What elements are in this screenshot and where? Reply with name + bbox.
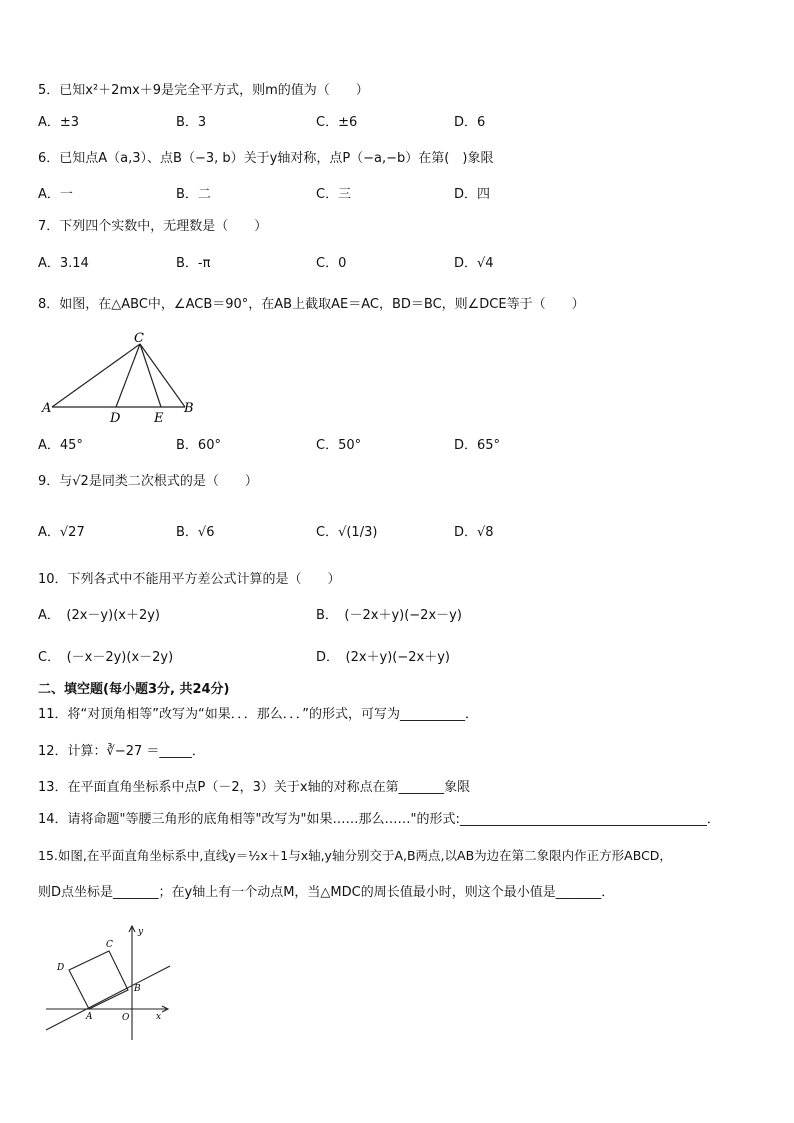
label-x: x [156,1012,162,1022]
coordinate-square-figure [40,920,180,1045]
question-6-option-d: D．四 [454,187,491,202]
question-5-option-d: D．6 [454,115,486,130]
label-b: B [134,984,141,994]
question-9-option-b: B．√6 [176,525,215,540]
square-abcd [69,951,128,1009]
section-2-title: 二、填空题(每小题3分, 共24分) [38,682,230,697]
question-5-stem: 5．已知x²＋2mx＋9是完全平方式，则m的值为（ ） [38,83,369,98]
segment-ca [52,344,140,407]
question-10-stem: 10．下列各式中不能用平方差公式计算的是（ ） [38,572,341,587]
question-6-option-b: B．二 [176,187,211,202]
triangle-abc-figure [40,330,210,425]
segment-cb [140,344,185,407]
question-9-option-c: C．√(1/3) [316,525,378,540]
segment-cd [116,344,140,407]
question-7-option-b: B．-π [176,256,211,271]
label-e: E [154,411,164,425]
question-9-stem: 9．与√2是同类二次根式的是（ ） [38,474,258,489]
label-a: A [86,1012,93,1022]
label-y: y [138,927,144,937]
question-7-option-c: C．0 [316,256,347,271]
question-9-option-d: D．√8 [454,525,494,540]
question-5-option-a: A．±3 [38,115,80,130]
label-o: O [122,1013,130,1023]
question-10-option-d: D． (2x＋y)(−2x＋y) [316,650,451,665]
question-9-option-a: A．√27 [38,525,85,540]
label-a: A [42,401,52,416]
label-c: C [134,331,144,346]
question-5-option-b: B．3 [176,115,207,130]
question-8-option-b: B．60° [176,438,221,453]
question-6-stem: 6．已知点A（a,3）、点B（−3, b）关于y轴对称，点P（−a,−b）在第( )象限 [38,151,494,166]
label-c: C [106,940,113,950]
question-15-line-2: 则D点坐标是_______；在y轴上有一个动点M，当△MDC的周长值最小时，则这个最小值是_______． [38,885,615,900]
question-6-option-c: C．三 [316,187,352,202]
question-14: 14．请将命题"等腰三角形的底角相等"改写为"如果……那么……"的形式:______________________________________． [38,812,720,827]
question-7-option-d: D．√4 [454,256,494,271]
question-8-stem: 8．如图，在△ABC中，∠ACB＝90°，在AB上截取AE＝AC，BD＝BC，则∠DCE等于（ ） [38,297,585,312]
question-7-option-a: A．3.14 [38,256,89,271]
question-8-option-d: D．65° [454,438,501,453]
label-d: D [110,411,121,425]
question-10-option-c: C． (－x－2y)(x－2y) [38,650,174,665]
question-12: 12．计算：∛−27 ＝_____． [38,744,205,759]
line-ab [46,966,170,1030]
question-8-option-a: A．45° [38,438,83,453]
question-8-option-c: C．50° [316,438,362,453]
question-11: 11．将“对顶角相等”改写为“如果．．．那么．．．”的形式，可写为__________． [38,707,478,722]
question-15-line-1: 15.如图,在平面直角坐标系中,直线y＝½x＋1与x轴,y轴分别交于A,B两点,以AB为边在第二象限内作正方形ABCD， [38,848,672,863]
question-7-stem: 7．下列四个实数中，无理数是（ ） [38,219,268,234]
question-6-option-a: A．一 [38,187,73,202]
question-10-option-a: A． (2x－y)(x＋2y) [38,608,160,623]
segment-ce [140,344,161,407]
question-13: 13．在平面直角坐标系中点P（－2，3）关于x轴的对称点在第_______象限 [38,780,471,795]
label-b: B [184,401,194,416]
question-5-option-c: C．±6 [316,115,358,130]
question-10-option-b: B． (－2x＋y)(−2x－y) [316,608,462,623]
label-d: D [57,963,65,973]
